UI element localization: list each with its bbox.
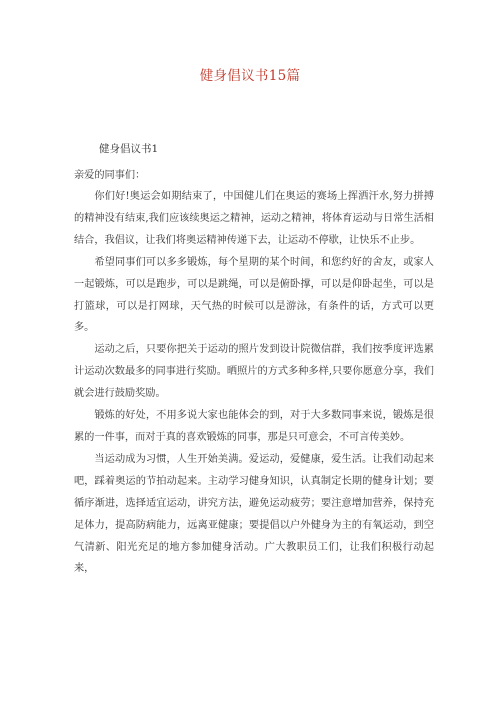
paragraph-1: 你们好!奥运会如期结束了，中国健儿们在奥运的赛场上挥洒汗水,努力拼搏的精神没有结束,我们应该续奥运之精神，运动之精神，将体育运动与日常生活相结合，我倡议，让我们将奥运精神传递下去，让运动不停歇，让快乐不止步。 — [74, 191, 434, 246]
paragraph-2: 希望同事们可以多多锻炼，每个星期的某个时间，和您约好的舍友，或家人一起锻炼，可以是跑步，可以是跳绳，可以是俯卧撑，可以是仰卧起坐，可以是打篮球，可以是打网球，天气热的时候可以是游泳，有条件的话，方式可以更多。 — [74, 256, 434, 334]
document-title: 健身倡议书15篇 — [199, 68, 301, 84]
paragraph-3: 运动之后，只要你把关于运动的照片发到设计院微信群，我们按季度评选累计运动次数最多的同事进行奖励。晒照片的方式多种多样,只要你愿意分享，我们就会进行鼓励奖励。 — [74, 344, 434, 400]
salutation: 亲爱的同事们： — [74, 170, 146, 181]
paragraph-4: 锻炼的好处，不用多说大家也能体会的到，对于大多数同事来说，锻炼是很累的一件事，而对于真的喜欢锻炼的同事，那是只可意会，不可言传美妙。 — [74, 410, 434, 443]
letter-body — [74, 161, 434, 580]
paragraph-5: 当运动成为习惯，人生开始美满。爱运动，爱健康，爱生活。让我们动起来吧，踩着奥运的节拍动起来。主动学习健身知识，认真制定长期的健身计划；要循序渐进，选择适宜运动，讲究方法，避免运动疲劳；要注意增加营养，保持充足体力，提高防病能力，远离亚健康；要提倡以户外健身为主的有氧运动，到空气清新、阳光充足的地方参加健身活动。广大教职员工们，让我们积极行动起来， — [74, 453, 434, 575]
section-title: 健身倡议书1 — [99, 143, 159, 155]
